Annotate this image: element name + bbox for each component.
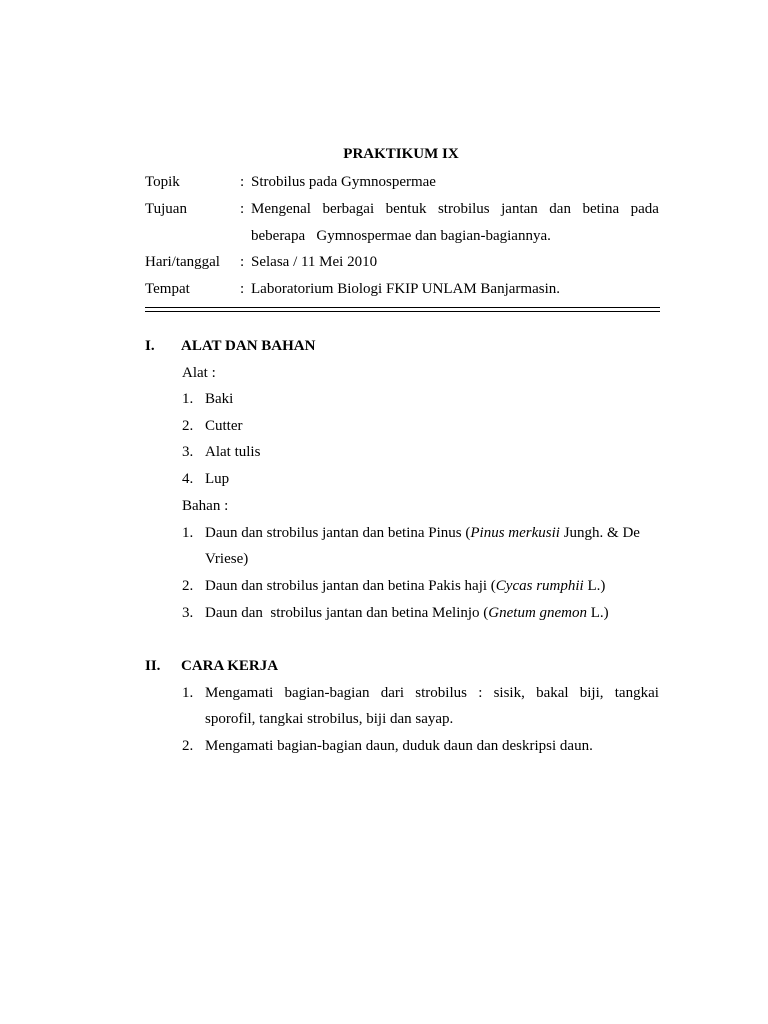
bahan-item <box>205 526 640 541</box>
bahan-item <box>205 606 609 621</box>
tempat-colon: : <box>240 281 245 297</box>
alat-item: Lup <box>205 471 230 487</box>
bahan-num: 3. <box>182 605 194 621</box>
tempat-value: Laboratorium Biologi FKIP UNLAM Banjarmasin. <box>251 281 560 297</box>
cara-word: : <box>478 685 483 701</box>
cara-item: Mengamati bagian-bagian daun, duduk daun dan deskripsi daun. <box>205 738 593 754</box>
alat-num: 1. <box>182 391 194 407</box>
cara-item-cont: sporofil, tangkai strobilus, biji dan sayap. <box>205 711 454 727</box>
page-title: PRAKTIKUM IX <box>343 146 459 162</box>
cara-word: dari <box>380 685 405 701</box>
hari-colon: : <box>240 254 245 270</box>
alat-num: 3. <box>182 444 194 460</box>
tujuan-word: bentuk <box>385 201 427 217</box>
tujuan-label: Tujuan <box>145 201 187 217</box>
cara-word: biji, <box>579 685 604 701</box>
cara-word: strobilus <box>415 685 467 701</box>
section2-title: CARA KERJA <box>181 658 279 674</box>
tujuan-line1 <box>251 202 659 217</box>
cara-word: bakal <box>536 685 569 701</box>
tujuan-word: Mengenal <box>251 201 311 217</box>
tujuan-word: jantan <box>501 201 538 217</box>
alat-item: Baki <box>205 391 234 407</box>
cara-num: 2. <box>182 738 194 754</box>
alat-num: 2. <box>182 418 194 434</box>
topik-label: Topik <box>145 174 180 190</box>
alat-label: Alat : <box>182 365 216 381</box>
bahan-item <box>205 579 605 594</box>
tujuan-word: berbagai <box>322 201 375 217</box>
hari-value: Selasa / 11 Mei 2010 <box>251 254 378 270</box>
bahan-text: Daun dan strobilus jantan dan betina Pinus ( <box>205 525 471 541</box>
species-name: Cycas rumphii <box>495 578 584 594</box>
section1-number: I. <box>145 338 155 354</box>
section2-number: II. <box>145 658 161 674</box>
alat-num: 4. <box>182 471 194 487</box>
bahan-num: 1. <box>182 525 194 541</box>
bahan-text: Daun dan strobilus jantan dan betina Melinjo ( <box>205 605 489 621</box>
bahan-item-cont: Vriese) <box>205 551 249 567</box>
hari-label: Hari/tanggal <box>145 254 220 270</box>
alat-item: Cutter <box>205 418 243 434</box>
bahan-text: Jungh. & De <box>559 525 640 541</box>
species-name: Pinus merkusii <box>470 525 560 541</box>
tujuan-colon: : <box>240 201 245 217</box>
cara-word: bagian-bagian <box>284 685 370 701</box>
tempat-label: Tempat <box>145 281 190 297</box>
double-rule-top <box>145 307 660 308</box>
double-rule-bottom <box>145 311 660 312</box>
tujuan-word: betina <box>582 201 620 217</box>
alat-item: Alat tulis <box>205 444 261 460</box>
cara-word: tangkai <box>614 685 659 701</box>
section1-title: ALAT DAN BAHAN <box>181 338 316 354</box>
topik-colon: : <box>240 174 245 190</box>
bahan-label: Bahan : <box>182 498 229 514</box>
species-name: Gnetum gnemon <box>488 605 588 621</box>
bahan-num: 2. <box>182 578 194 594</box>
bahan-text: Daun dan strobilus jantan dan betina Pakis haji ( <box>205 578 496 594</box>
bahan-text: L.) <box>583 578 606 594</box>
cara-item-line1 <box>205 686 659 701</box>
tujuan-line2: beberapa Gymnospermae dan bagian-bagiannya. <box>251 228 551 244</box>
bahan-text: L.) <box>587 605 609 621</box>
tujuan-word: pada <box>630 201 659 217</box>
topik-value: Strobilus pada Gymnospermae <box>251 174 436 190</box>
tujuan-word: strobilus <box>437 201 490 217</box>
cara-num: 1. <box>182 685 194 701</box>
cara-word: Mengamati <box>205 685 274 701</box>
tujuan-word: dan <box>549 201 571 217</box>
cara-word: sisik, <box>493 685 525 701</box>
